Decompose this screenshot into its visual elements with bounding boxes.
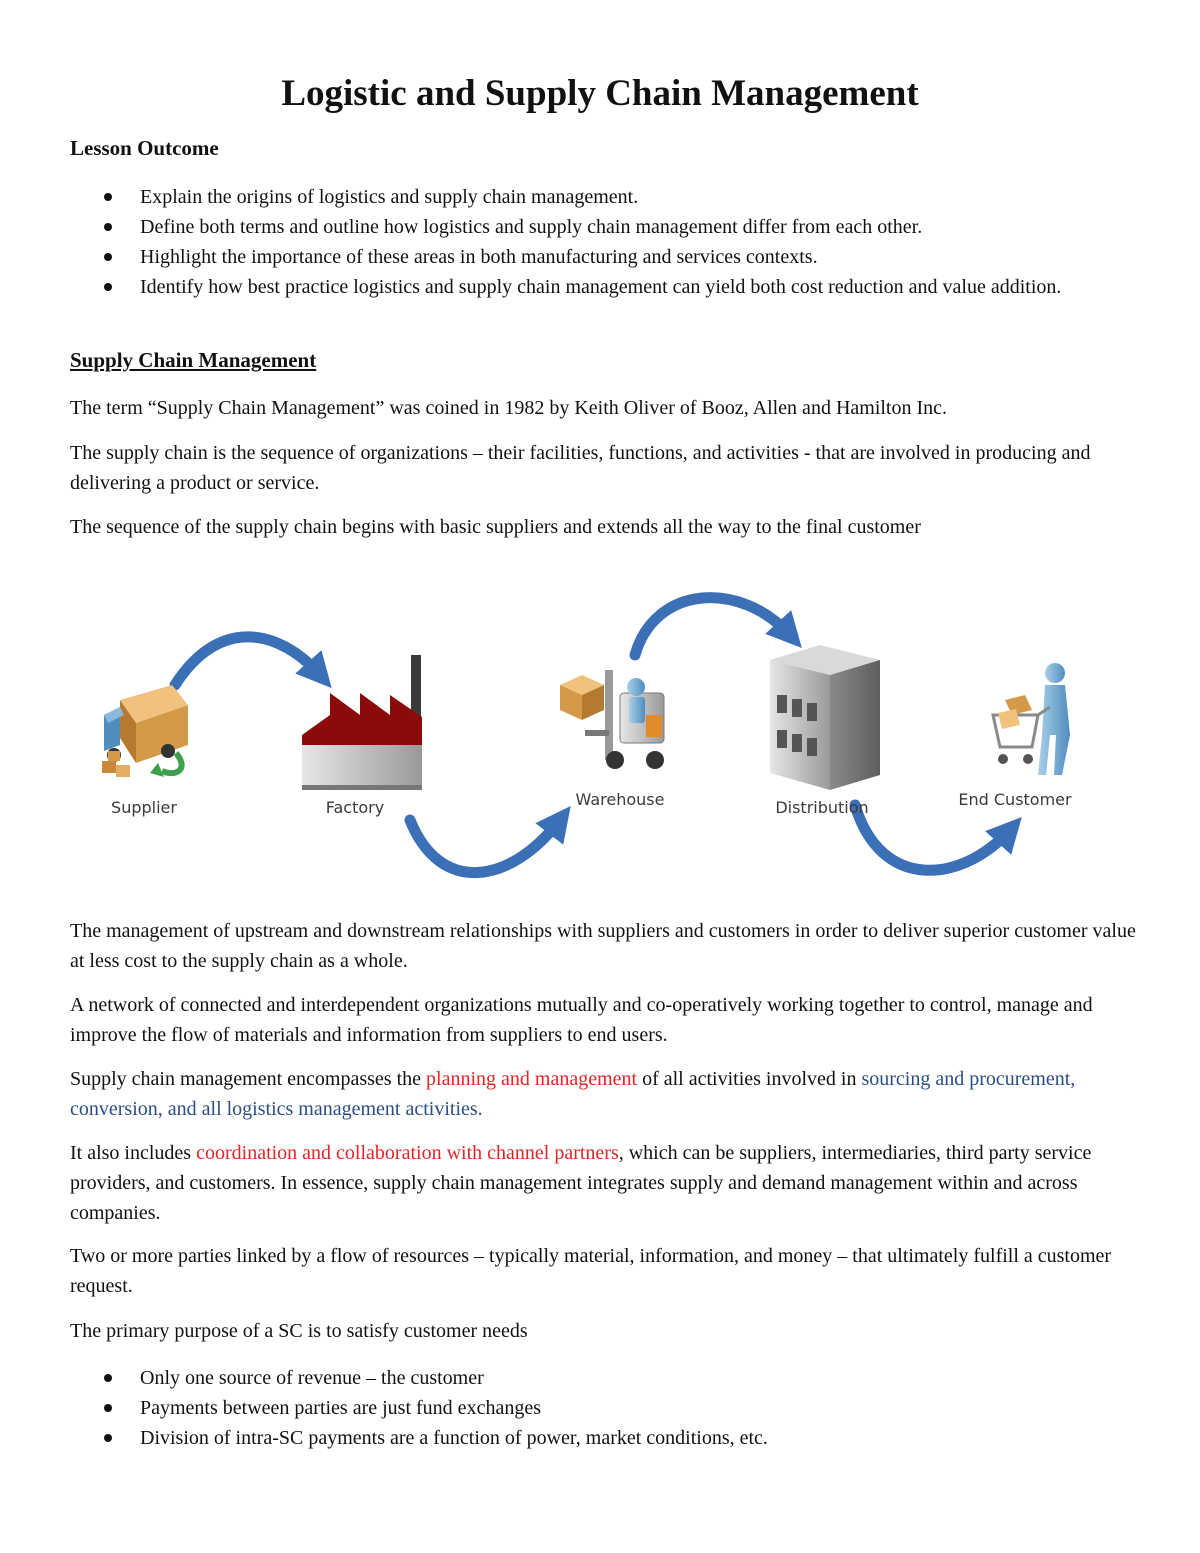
text-run: of all activities involved in: [637, 1068, 862, 1090]
text-run: , which can be suppliers, intermediaries, third party service providers, and customers. In essence, supply chain management integrates supply and demand management within and across companies.: [70, 1142, 1092, 1224]
paragraph-network: A network of connected and interdependent organizations mutually and co-operatively working together to control, manage and improve the flow of materials and information from suppliers to end users.: [70, 994, 1093, 1046]
list-item: Define both terms and outline how logistics and supply chain management differ from each other.: [70, 212, 1140, 242]
paragraph-term-origin: The term “Supply Chain Management” was coined in 1982 by Keith Oliver of Booz, Allen and Hamilton Inc.: [70, 397, 948, 419]
list-item: Highlight the importance of these areas in both manufacturing and services contexts.: [70, 242, 1140, 272]
paragraph-encompasses: [70, 1064, 1140, 1124]
label-end-customer: End Customer: [958, 790, 1072, 809]
supply-chain-diagram: [80, 575, 1120, 905]
arrow-factory-to-warehouse-icon: [410, 820, 560, 873]
distribution-building-icon: [770, 645, 880, 790]
stage-labels: [111, 790, 1072, 817]
highlight-sourcing: sourcing and procurement, conversion, and all logistics management activities.: [70, 1068, 1076, 1120]
paragraph-purpose: The primary purpose of a SC is to satisfy customer needs: [70, 1320, 528, 1342]
arrow-warehouse-to-distribution-icon: [635, 598, 790, 655]
label-factory: Factory: [325, 798, 385, 817]
paragraph-sequence-definition: The supply chain is the sequence of organizations – their facilities, functions, and activities - that are involved in producing and delivering a product or service.: [70, 442, 1091, 494]
purpose-list: [70, 1363, 1140, 1453]
list-item: Only one source of revenue – the customer: [70, 1363, 1140, 1393]
list-item: Payments between parties are just fund exchanges: [70, 1393, 1140, 1423]
text-run: It also includes: [70, 1142, 197, 1164]
label-distribution: Distribution: [775, 798, 869, 817]
supply-chain-heading: Supply Chain Management: [70, 348, 317, 372]
highlight-planning: planning and management: [426, 1068, 638, 1090]
arrow-distribution-to-customer-icon: [855, 805, 1010, 870]
list-item: Division of intra-SC payments are a function of power, market conditions, etc.: [70, 1423, 1140, 1453]
label-supplier: Supplier: [111, 798, 177, 817]
end-customer-icon: [993, 663, 1070, 775]
label-warehouse: Warehouse: [575, 790, 665, 809]
lesson-outcome-heading: Lesson Outcome: [70, 136, 219, 160]
text-run: Supply chain management encompasses the: [70, 1068, 427, 1090]
supplier-truck-icon: [102, 685, 188, 777]
paragraph-relationships: The management of upstream and downstream relationships with suppliers and customers in order to deliver superior customer value at less cost to the supply chain as a whole.: [70, 920, 1136, 972]
warehouse-forklift-icon: [560, 670, 664, 769]
list-item: Explain the origins of logistics and supply chain management.: [70, 182, 1140, 212]
page-title: Logistic and Supply Chain Management: [281, 73, 919, 114]
lesson-outcome-list: [70, 182, 1140, 302]
paragraph-coordination: [70, 1138, 1140, 1228]
paragraph-sequence-extent: The sequence of the supply chain begins with basic suppliers and extends all the way to the final customer: [70, 516, 921, 538]
paragraph-parties: Two or more parties linked by a flow of resources – typically material, information, and money – that ultimately fulfill a customer request.: [70, 1245, 1112, 1297]
arrow-supplier-to-factory-icon: [175, 637, 320, 685]
highlight-coordination: coordination and collaboration with channel partners: [196, 1142, 619, 1164]
list-item: Identify how best practice logistics and supply chain management can yield both cost reduction and value addition.: [70, 272, 1140, 302]
